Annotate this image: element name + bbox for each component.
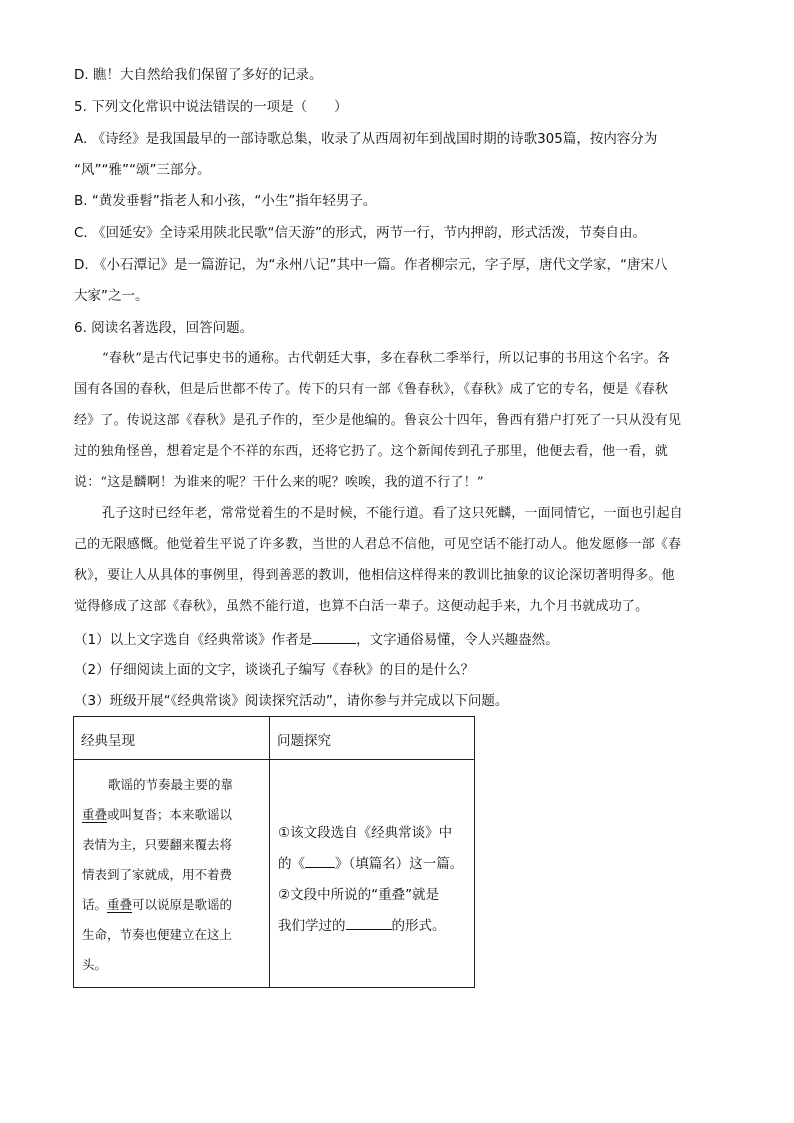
table-body-row	[74, 760, 475, 988]
passage-line: 己的无限感慨。他觉着生平说了许多教，当世的人君总不信他，可见空话不能打动人。他发愿修一部《春	[74, 537, 682, 552]
q6-sub1-prefix: （1）以上文字选自《经典常谈》作者是	[74, 632, 313, 648]
table-header-cell	[74, 717, 270, 760]
excerpt-line: 头。	[82, 957, 108, 972]
question-line: ②文段中所说的“重叠”就是	[278, 887, 440, 903]
excerpt-text: 或叫复沓；本来歌谣以	[107, 807, 233, 822]
q5-option-a-line1: A. 《诗经》是我国最早的一部诗歌总集，收录了从西周初年到战国时期的诗歌305篇，按内容分为	[74, 131, 658, 147]
question-text: 》（填篇名）这一篇。	[335, 856, 464, 872]
question-line	[278, 849, 468, 880]
excerpt-line: 表情为主，只要翻来覆去将	[82, 837, 233, 852]
question-line: ①该文段选自《经典常谈》中	[278, 825, 453, 841]
question-text: 的形式。	[391, 918, 446, 934]
answer-blank[interactable]	[305, 853, 335, 868]
answer-blank[interactable]	[346, 915, 392, 930]
excerpt-text: 可以说原是歌谣的	[132, 897, 233, 912]
exploration-table	[73, 716, 475, 988]
excerpt-line: 情表到了家就成，用不着费	[82, 867, 233, 882]
q5-option-a-line2: “风”“雅”“颂”三部分。	[74, 162, 211, 178]
passage-line: 孔子这时已经年老，常常觉着生的不是时候，不能行道。看了这只死麟，一面同情它，一面也引起自	[102, 506, 683, 521]
excerpt-line: 歌谣的节奏最主要的靠	[108, 777, 234, 792]
underlined-term: 重叠	[107, 897, 133, 912]
header-classic-presentation: 经典呈现	[81, 733, 135, 749]
passage-line: 说：“这是麟啊！为谁来的呢？干什么来的呢？唉唉，我的道不行了！”	[74, 475, 484, 490]
q5-stem: 5. 下列文化常识中说法错误的一项是（ ）	[74, 99, 348, 115]
q4-option-d: D. 瞧！大自然给我们保留了多好的记录。	[74, 67, 323, 83]
excerpt-text: 话。	[82, 897, 108, 912]
header-problem-exploration: 问题探究	[277, 733, 331, 749]
exploration-questions-cell	[270, 760, 475, 988]
q6-sub3: （3）班级开展“《经典常谈》阅读探究活动”，请你参与并完成以下问题。	[74, 693, 509, 709]
q6-sub1-suffix: ，文字通俗易懂，令人兴趣盎然。	[356, 632, 559, 648]
passage-line: 觉得修成了这部《春秋》，虽然不能行道，也算不白活一辈子。这便动起手来，九个月书就成功了。	[74, 599, 649, 614]
question-text: 我们学过的	[278, 918, 346, 934]
table-header-cell	[270, 717, 475, 760]
q6-stem: 6. 阅读名著选段，回答问题。	[74, 320, 254, 336]
q5-option-b: B. “黄发垂髫”指老人和小孩，“小生”指年轻男子。	[74, 193, 377, 209]
q6-sub2: （2）仔细阅读上面的文字，谈谈孔子编写《春秋》的目的是什么？	[74, 662, 475, 678]
classic-excerpt-cell	[74, 760, 270, 988]
passage-line: 国有各国的春秋，但是后世都不传了。传下的只有一部《鲁春秋》，《春秋》成了它的专名，便是《春秋	[74, 382, 669, 397]
passage-line: 经》了。传说这部《春秋》是孔子作的，至少是他编的。鲁哀公十四年，鲁西有猎户打死了一只从没有见	[74, 413, 682, 428]
question-text: 的《	[278, 856, 305, 872]
table-header-row	[74, 717, 475, 760]
excerpt-line	[82, 890, 263, 920]
question-line	[278, 911, 468, 942]
underlined-term: 重叠	[82, 807, 108, 822]
excerpt-line	[82, 800, 263, 830]
passage-line: “春秋”是古代记事史书的通称。古代朝廷大事，多在春秋二季举行，所以记事的书用这个名字。各	[102, 351, 671, 366]
q5-option-d-line1: D. 《小石潭记》是一篇游记，为“永州八记”其中一篇。作者柳宗元，字子厚，唐代文学家，“唐宋八	[74, 257, 668, 273]
passage-line: 过的独角怪兽，想着定是个不祥的东西，还将它扔了。这个新闻传到孔子那里，他便去看，他一看，就	[74, 444, 669, 459]
q5-option-c: C. 《回延安》全诗采用陕北民歌“信天游”的形式，两节一行，节内押韵，形式活泼，节奏自由。	[74, 225, 646, 241]
q5-option-d-line2: 大家”之一。	[74, 288, 149, 304]
answer-blank[interactable]	[312, 629, 356, 644]
passage-line: 秋》，要让人从具体的事例里，得到善恶的教训，他相信这样得来的教训比抽象的议论深切著明得多。他	[74, 568, 675, 583]
q6-sub1	[74, 629, 559, 650]
excerpt-line: 生命，节奏也便建立在这上	[82, 927, 233, 942]
